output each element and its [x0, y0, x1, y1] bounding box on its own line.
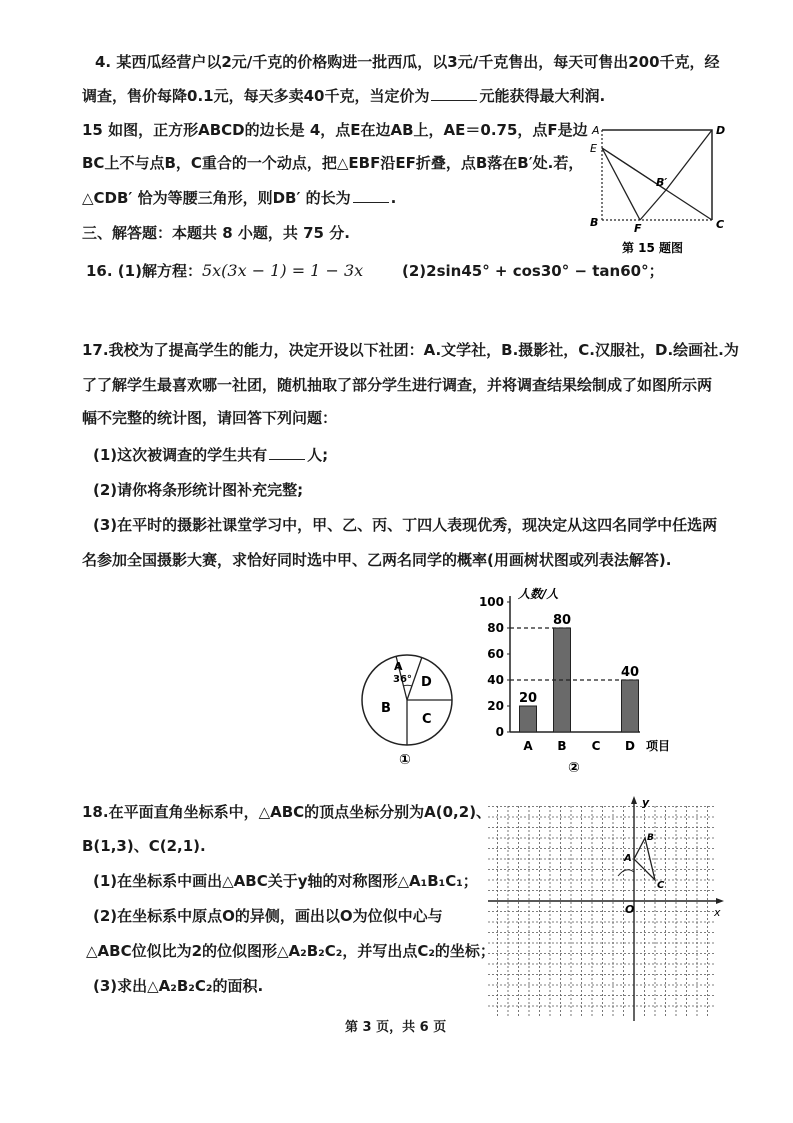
bar — [520, 706, 537, 732]
section-heading: 三、解答题：本题共 8 小题，共 75 分. — [82, 224, 350, 242]
y-axis-label: 人数/人 — [518, 587, 559, 601]
q15-line3 — [82, 188, 396, 208]
label-a: A — [592, 124, 600, 137]
grid-label-a: A — [624, 853, 632, 864]
grid-label-y: y — [642, 796, 650, 809]
q14-line2-suffix: 元能获得最大利润. — [479, 87, 606, 105]
grid-label-b: B — [647, 833, 654, 843]
grid-label-c: C — [657, 880, 665, 891]
q17-line2: 了了解学生最喜欢哪一社团，随机抽取了部分学生进行调查，并将调查结果绘制成了如图所示两 — [82, 376, 713, 394]
q15-line3-prefix: △CDB′ 恰为等腰三角形，则DB′ 的长为 — [82, 189, 351, 207]
q18-line1: 18.在平面直角坐标系中，△ABC的顶点坐标分别为A(0,2)、 — [82, 803, 492, 821]
x-tick-label: D — [625, 739, 635, 753]
q18-sub1: (1)在坐标系中画出△ABC关于y轴的对称图形△A₁B₁C₁； — [93, 872, 478, 890]
y-axis-arrow — [631, 796, 637, 804]
label-d: D — [716, 124, 726, 137]
square-top-right-edges — [602, 130, 712, 220]
q18-sub2-line2: △ABC位似比为2的位似图形△A₂B₂C₂，并写出点C₂的坐标； — [86, 942, 495, 960]
q17-sub3-line2: 名参加全国摄影大赛，求恰好同时选中甲、乙两名同学的概率(用画树状图或列表法解答). — [82, 551, 672, 569]
q14-line2 — [82, 86, 605, 106]
q17-sub3-line1: (3)在平时的摄影社课堂学习中，甲、乙、丙、丁四人表现优秀，现决定从这四名同学中任选两 — [93, 516, 718, 534]
label-b-prime: B′ — [656, 176, 668, 189]
q16-equation: 5x(3x − 1) = 1 − 3x — [201, 261, 364, 280]
pie-chart — [355, 648, 465, 768]
q17-line1: 17.我校为了提高学生的能力，决定开设以下社团：A.文学社，B.摄影社，C.汉服社，D.绘画社.为 — [82, 341, 739, 359]
grid-label-x: x — [714, 906, 721, 919]
bar-chart — [470, 582, 690, 772]
page-footer: 第 3 页，共 6 页 — [345, 1020, 447, 1035]
pie-label-b: B — [381, 701, 391, 716]
q15-figure — [582, 118, 732, 258]
pie-caption: ① — [399, 752, 411, 768]
bar-value-label: 80 — [552, 613, 572, 628]
answer-blank — [269, 445, 305, 460]
x-tick-label: B — [557, 739, 567, 753]
y-tick-label: 60 — [487, 647, 504, 661]
q16-part1 — [86, 261, 363, 281]
fold-line-ef — [602, 148, 640, 220]
label-c: C — [716, 218, 725, 231]
segment-fb-prime — [640, 190, 666, 220]
bar — [622, 680, 639, 732]
x-axis-arrow — [716, 898, 724, 904]
q17-sub1-prefix: (1)这次被调查的学生共有 — [93, 446, 268, 464]
segment-b-prime-d — [666, 130, 712, 190]
bar-value-label: 40 — [620, 665, 640, 680]
q17-sub2: (2)请你将条形统计图补充完整; — [93, 481, 304, 499]
x-tick-label: A — [523, 739, 533, 753]
grid-lines — [488, 806, 716, 1016]
pie-label-a: A — [394, 660, 403, 673]
q14-line1: 4. 某西瓜经营户以2元/千克的价格购进一批西瓜，以3元/千克售出，每天可售出200千克，经 — [95, 53, 720, 71]
pie-angle-label: 36° — [393, 674, 412, 685]
q15-line3-suffix: . — [390, 189, 397, 207]
q16-part1-label: 16. (1)解方程： — [86, 262, 202, 280]
coordinate-grid — [488, 796, 728, 1026]
q18-sub2-line1: (2)在坐标系中原点O的异侧，画出以O为位似中心与 — [93, 907, 443, 925]
y-tick-label: 40 — [487, 673, 504, 687]
q16-part2: (2)2sin45° + cos30° − tan60°； — [402, 262, 664, 280]
bar-value-label: 20 — [518, 691, 538, 706]
y-tick-label: 0 — [495, 725, 504, 739]
x-axis-label: 项目 — [646, 739, 671, 753]
y-tick-label: 100 — [478, 595, 504, 609]
pencil-mark — [618, 870, 634, 876]
pie-label-d: D — [421, 675, 432, 690]
label-e: E — [590, 142, 597, 155]
y-tick-label: 80 — [487, 621, 504, 635]
q15-line2: BC上不与点B，C重合的一个动点，把△EBF沿EF折叠，点B落在B′处.若， — [82, 154, 584, 172]
grid-label-o: O — [625, 903, 635, 916]
bar-chart-axes — [479, 587, 670, 753]
answer-blank — [353, 188, 389, 203]
q17-sub1-suffix: 人; — [307, 446, 329, 464]
q17-sub1 — [93, 445, 328, 465]
y-tick-label: 20 — [487, 699, 504, 713]
x-tick-label: C — [591, 739, 601, 753]
pie-label-c: C — [422, 712, 432, 727]
bar-caption: ② — [568, 760, 580, 772]
label-f: F — [634, 222, 642, 235]
answer-blank — [431, 86, 477, 101]
q17-line3: 幅不完整的统计图，请回答下列问题： — [82, 409, 338, 427]
q18-line2: B(1,3)、C(2,1). — [82, 837, 206, 855]
q15-line1: 15 如图，正方形ABCD的边长是 4，点E在边AB上，AE＝0.75，点F是边 — [82, 121, 588, 139]
q14-line2-prefix: 调查，售价每降0.1元，每天多卖40千克，当定价为 — [82, 87, 430, 105]
label-b: B — [590, 216, 599, 229]
q18-sub3: (3)求出△A₂B₂C₂的面积. — [93, 977, 264, 995]
figure-caption: 第 15 题图 — [622, 241, 684, 255]
